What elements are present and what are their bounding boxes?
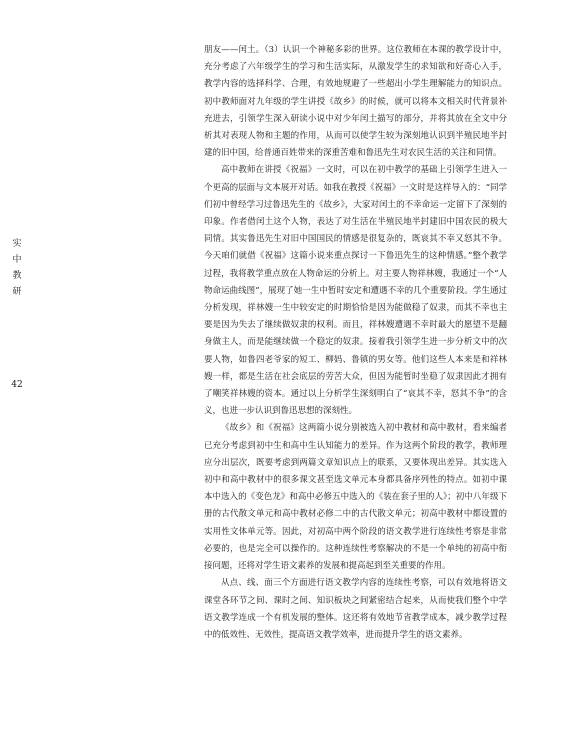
side-label-char: 教 [12,271,22,281]
paragraph-continued: 朋友——闰土。（3）认识一个神秘多彩的世界。这位教师在本课的教学设计中，充分考虑了六年级学生的学习和生活实际，从激发学生的求知欲和好奇心入手，教学内容的选择科学、合理，有效地规避了一些超出小学生理解能力的知识点。初中教师面对九年级的学生讲授《故乡》的时候，就可以将本文相关时代背景补充进去，引领学生深入研读小说中对少年闰土描写的部分，并将其放在全文中分析其对表现人物和主题的作用，从而可以使学生较为深刻地认识到半殖民地半封建的旧中国，给普通百姓带来的深重苦难和鲁迅先生对农民生活的关注和同情。 [204,45,507,159]
paragraph: 高中教师在讲授《祝福》一文时，可以在初中教学的基础上引领学生进入一个更高的层面与文本展开对话。如我在教授《祝福》一文时是这样导入的：“同学们初中曾经学习过鲁迅先生的《故乡》，大家对闰土的不幸命运一定留下了深刻的印象。作者借闰土这个人物，表达了对生活在半殖民地半封建旧中国农民的极大同情。其实鲁迅先生对旧中国国民的情感是很复杂的，既哀其不幸又怒其不争。今天咱们就借《祝福》这篇小说来重点探讨一下鲁迅先生的这种情感。”整个教学过程，我将教学重点放在人物命运的分析上。对主要人物祥林嫂，我通过一个“人物命运曲线图”，展现了她一生中暂时安定和遭遇不幸的几个重要阶段。学生通过分析发现，祥林嫂一生中较安定的时期恰恰是因为能做稳了奴隶，而其不幸也主要是因为失去了继续做奴隶的权利。而且，祥林嫂遭遇不幸时最大的愿望不是翻身做主人，而是能继续做一个稳定的奴隶。接着我引领学生进一步分析文中的次要人物，如鲁四老爷家的短工、柳妈、鲁镇的男女等。他们这些人本来是和祥林嫂一样，都是生活在社会底层的劳苦大众，但因为能暂时坐稳了奴隶因此才拥有了嘲笑祥林嫂的资本。通过以上分析学生深刻明白了“哀其不幸，怒其不争”的含义，也进一步认识到鲁迅思想的深刻性。 [204,165,507,417]
paragraph: 从点、线、面三个方面进行语文教学内容的连续性考察，可以有效地将语文课堂各环节之间、课时之间、知识板块之间紧密结合起来，从而使我们整个中学语文教学连成一个有机发展的整体。这还将有效地节省教学成本，减少教学过程中的低效性、无效性，提高语文教学效率，进而提升学生的语文素养。 [204,578,507,640]
side-label-char: 研 [12,287,22,297]
page-number: 42 [11,380,23,390]
side-label-char: 实 [12,239,22,249]
side-label-char: 中 [12,255,22,265]
paragraph: 《故乡》和《祝福》这两篇小说分别被选入初中教材和高中教材，看来编者已充分考虑到初中生和高中生认知能力的差异。作为这两个阶段的教学，教师理应分出层次，既要考虑到两篇文章知识点上的联系，又要体现出差异。其实选入初中和高中教材中的很多课文甚至选文单元本身都具备序列性的特点。如初中课本中选入的《变色龙》和高中必修五中选入的《装在套子里的人》；初中八年级下册的古代散文单元和高中教材必修二中的古代散文单元；初高中教材中都设置的实用性文体单元等。因此，对初高中两个阶段的语文教学进行连续性考察是非常必要的，也是完全可以操作的。这种连续性考察解决的不是一个单纯的初高中衔接问题，还将对学生语文素养的发展和提高起到至关重要的作用。 [204,423,507,572]
article-body [204,42,507,644]
side-section-label [10,236,24,300]
